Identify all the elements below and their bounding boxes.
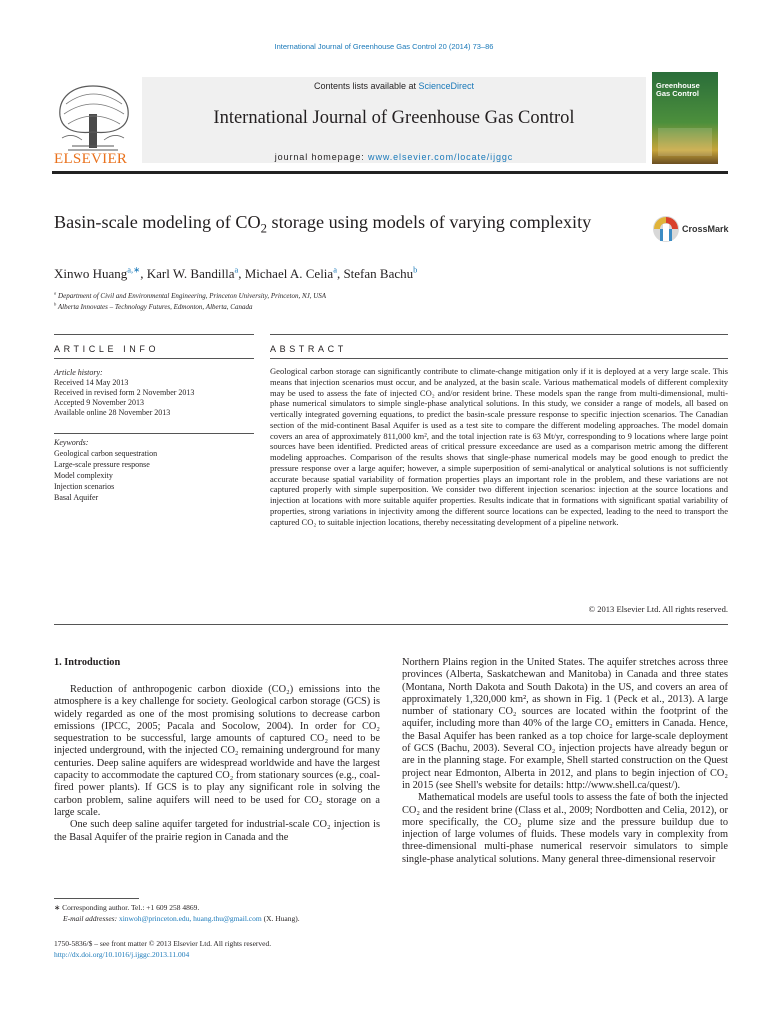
divider: [54, 624, 728, 625]
author-name: Xinwo Huang: [54, 266, 128, 281]
divider: [54, 433, 254, 434]
abstract-heading: ABSTRACT: [270, 344, 347, 354]
author-affiliation-mark[interactable]: a,∗: [127, 264, 141, 275]
affiliation: $^a$ Department of Civil and Environmental Engineering, Princeton University, Princeton, NJ, USA: [54, 290, 327, 300]
article-history: [54, 368, 254, 418]
homepage-line: [142, 152, 646, 162]
paragraph: Northern Plains region in the United States. The aquifer stretches across three provinces (Alberta, Saskatchewan and Manitoba) in Canada and three states (Montana, North Dakota and South Dakota) in the US, and covers an area of approximately 1,320,000 km², as shown in Fig. 1 (Peck et al., 2013). A large number of stationary CO₂ sources are located within the footprint of the aquifer, including more than 40% of the large CO₂ emitters in Canada. Hence, the Basal Aquifer has been ranked as a top choice for large-scale deployment of GCS (Bachu, 2003). Several CO₂ injection projects have already begun or are in the planning stage. For example, Shell started construction on the Quest project near Edmonton, Alberta in 2012, and plans to begin injection of CO₂ in 2015 (see Shell's website for details: http://www.shell.ca/quest/).: [402, 657, 728, 791]
history-item: Received in revised form 2 November 2013: [54, 388, 195, 397]
email-line: E-mail addresses: xinwoh@princeton.edu, huang.thu@gmail.com (X. Huang).: [63, 914, 300, 923]
history-item: Received 14 May 2013: [54, 378, 129, 387]
history-item: Available online 28 November 2013: [54, 408, 171, 417]
paragraph: One such deep saline aquifer targeted for industrial-scale CO₂ injection is the Basal Aquifer of the prairie region in Canada and the: [54, 819, 380, 843]
homepage-link[interactable]: www.elsevier.com/locate/ijggc: [368, 152, 514, 162]
journal-cover-image[interactable]: [652, 72, 718, 164]
body-column-right: [402, 657, 728, 866]
crossmark-icon: [652, 214, 680, 244]
issn-line: 1750-5836/$ – see front matter © 2013 Elsevier Ltd. All rights reserved.: [54, 939, 272, 948]
article-title: Basin-scale modeling of $CO_2$ storage using models of varying complexity: [54, 212, 592, 236]
contents-prefix: Contents lists available at: [313, 81, 419, 91]
paragraph: Reduction of anthropogenic carbon dioxide (CO₂) emissions into the atmosphere is a key challenge for society. Geological carbon storage (GCS) is widely regarded as one of the most promising solutions to decrease carbon emissions (IPCC, 2005; Pacala and Socolow, 2004). In order for CO₂ sequestration to be successful, large amounts of captured CO₂ need to be injected underground, with the injected CO₂ remaining underground for many centuries. Deep saline aquifers are widespread worldwide and have the largest capacity to accommodate the captured CO₂ from stationary sources (e.g., coal-fired power plants). If GCS is to play any significant role in solving the carbon problem, saline aquifers will need to be used for CO₂ storage on a large scale.: [54, 684, 380, 818]
crossmark-label: CrossMark: [682, 224, 729, 234]
affiliation: $^b$ Alberta Innovates – Technology Futures, Edmonton, Alberta, Canada: [54, 301, 253, 311]
keywords: [54, 437, 254, 503]
author-affiliation-mark[interactable]: a: [234, 264, 239, 275]
contents-line: [142, 81, 646, 91]
keyword-item: Geological carbon sequestration: [54, 449, 158, 458]
issn-block: [54, 938, 271, 960]
author-affiliation-mark[interactable]: a: [333, 264, 337, 275]
keywords-label: Keywords:: [54, 438, 89, 447]
author-affiliation-mark[interactable]: b: [413, 264, 418, 275]
journal-title: International Journal of Greenhouse Gas Control: [213, 108, 575, 128]
header-rule: [52, 171, 728, 174]
paragraph: Mathematical models are useful tools to assess the fate of both the injected CO₂ and the resident brine (Class et al., 2009; Nordbotten and Celia, 2012), or more specifically, the CO₂ plume size and the pressure buildup due to injection of large volumes of fluids. These models vary in complexity from three-dimensional multi-phase numerical reservoir simulators to simple single-phase analytical solutions. Many general three-dimensional reservoir: [402, 792, 728, 865]
section-heading-introduction: 1. Introduction: [54, 657, 121, 668]
author-name: Stefan Bachu: [343, 266, 414, 281]
author-list: Xinwo Huang$^{a,∗}$, Karl W. Bandilla$^a$, Michael A. Celia$^a$, Stefan Bachu$^b$: [54, 264, 418, 281]
crossmark-badge[interactable]: [652, 214, 732, 246]
cover-title: Greenhouse Gas Control: [656, 81, 700, 98]
divider: [270, 358, 728, 359]
author-name: Karl W. Bandilla: [146, 266, 235, 281]
sciencedirect-link[interactable]: ScienceDirect: [418, 81, 475, 91]
footnote-rule: [54, 898, 139, 899]
email-links[interactable]: xinwoh@princeton.edu, huang.thu@gmail.com: [118, 914, 262, 923]
article-info-heading: ARTICLE INFO: [54, 344, 160, 354]
cover-decoration: [658, 128, 712, 156]
elsevier-wordmark[interactable]: ELSEVIER: [54, 151, 128, 167]
doi-link[interactable]: http://dx.doi.org/10.1016/j.ijggc.2013.11.004: [54, 950, 190, 959]
divider: [54, 358, 254, 359]
keyword-item: Basal Aquifer: [54, 493, 99, 502]
author-name: Michael A. Celia: [244, 266, 334, 281]
keyword-item: Large-scale pressure response: [54, 460, 150, 469]
divider: [270, 334, 728, 335]
homepage-prefix: journal homepage:: [274, 152, 369, 162]
keyword-item: Model complexity: [54, 471, 113, 480]
corresponding-author: ∗ Corresponding author. Tel.: +1 609 258 4869.: [54, 903, 200, 912]
keyword-item: Injection scenarios: [54, 482, 115, 491]
divider: [54, 334, 254, 335]
body-column-left: [54, 684, 380, 844]
abstract-text: Geological carbon storage can significantly contribute to climate-change mitigation only if it is deployed at a very large scale. This means that injection scenarios must occur, and be analyzed, at the basin scale. Various mathematical models of different complexity may be used to assess the fate of injected CO₂ and/or resident brine. These models span the range from multi-dimensional, multi-phase numerical simulators to simple single-phase analytical solutions. In this study, we consider a range of models, all based on vertically integrated governing equations, to predict the basin-scale pressure response to specific injection scenarios. The Canadian section of the mid-continent Basal Aquifer is used as a test site to compare the different modeling approaches. The model domain covers an area of approximately 811,000 km², and the total injection rate is 63 Mt/yr, corresponding to 9 locations where large point sources have been identified. Predicted areas of critical pressure exceedance are used as a comparison metric among the different modeling approaches. Comparison of the results shows that single-phase numerical models may be good enough to predict the pressure response over a large aquifer; however, a simple superposition of semi-analytical or analytical solutions is not sufficiently accurate because spatial variability of formation properties plays an important role in the problem, and these variations are not captured properly with simple superposition. We consider two different injection scenarios: injection at the source locations and injection at locations with more suitable aquifer properties. Results indicate that in formations with significant spatial variability of properties, strong variations in injectivity among the different source locations can be expected, leading to the need to transport the captured CO₂ to suitable injection locations, thereby necessitating development of a pipeline network.: [270, 366, 728, 527]
abstract-copyright: © 2013 Elsevier Ltd. All rights reserved.: [588, 604, 728, 614]
journal-reference[interactable]: International Journal of Greenhouse Gas Control 20 (2014) 73–86: [274, 42, 494, 51]
history-label: Article history:: [54, 368, 103, 377]
footnote: [54, 902, 380, 924]
history-item: Accepted 9 November 2013: [54, 398, 144, 407]
